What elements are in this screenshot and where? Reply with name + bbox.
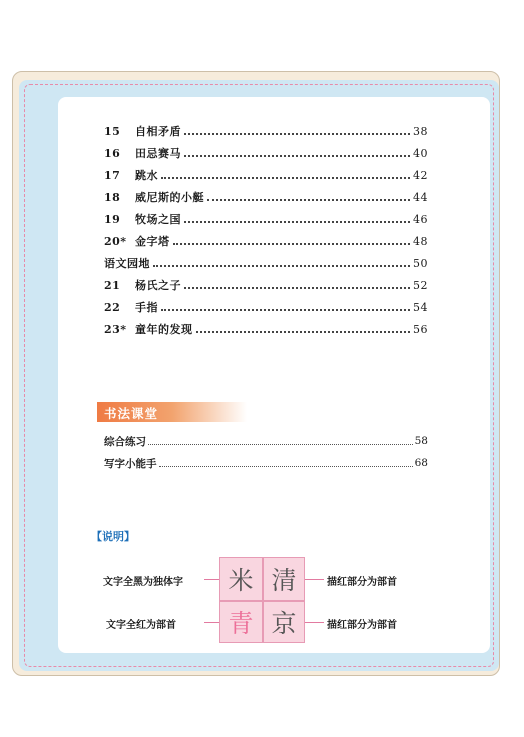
pointer-line — [304, 622, 324, 623]
toc-page: 48 — [413, 234, 428, 248]
toc-title: 跳水 — [135, 169, 158, 182]
char-cell: 清 — [271, 566, 297, 595]
note-title: 【说明】 — [91, 530, 135, 543]
toc-item[interactable] — [104, 232, 428, 250]
legend-right-1: 描红部分为部首 — [327, 577, 397, 588]
leader-dots — [153, 265, 410, 267]
toc-title: 威尼斯的小艇 — [135, 191, 204, 204]
toc-item[interactable] — [104, 166, 428, 184]
leader-dots — [148, 444, 413, 445]
toc-page: 38 — [413, 124, 428, 138]
toc-title: 杨氏之子 — [135, 279, 181, 292]
toc-page: 58 — [414, 435, 428, 447]
legend-left-2: 文字全红为部首 — [106, 620, 176, 631]
leader-dots — [173, 243, 411, 245]
toc-title: 童年的发现 — [135, 323, 193, 336]
calligraphy-banner — [97, 402, 247, 422]
leader-dots — [161, 177, 410, 179]
toc-item[interactable] — [104, 432, 428, 450]
character-grid — [219, 557, 305, 643]
toc-page: 56 — [413, 322, 428, 336]
pointer-line — [304, 579, 324, 580]
leader-dots — [207, 199, 410, 201]
toc-page: 50 — [413, 256, 428, 270]
toc-item[interactable] — [104, 298, 428, 316]
leader-dots — [184, 221, 410, 223]
toc-title: 语文园地 — [104, 257, 150, 270]
toc-item[interactable] — [104, 144, 428, 162]
char-cell: 青 — [228, 609, 254, 638]
toc-title: 田忌赛马 — [135, 147, 181, 160]
toc-title: 写字小能手 — [104, 457, 157, 470]
leader-dots — [161, 309, 410, 311]
toc-number: 17 — [104, 168, 121, 182]
toc-item[interactable] — [104, 122, 428, 140]
toc-item[interactable] — [104, 188, 428, 206]
char-cell: 京 — [271, 609, 297, 638]
toc-title: 手指 — [135, 301, 158, 314]
toc-number: 19 — [104, 212, 121, 226]
toc-number: 21 — [104, 278, 121, 292]
pointer-line — [204, 622, 220, 623]
leader-dots — [196, 331, 411, 333]
toc-number: 18 — [104, 190, 121, 204]
toc-number: 23* — [104, 322, 127, 336]
toc-number: 22 — [104, 300, 121, 314]
pointer-line — [204, 579, 220, 580]
leader-dots — [184, 287, 410, 289]
toc-page: 42 — [413, 168, 428, 182]
leader-dots — [184, 155, 410, 157]
toc-page: 46 — [413, 212, 428, 226]
leader-dots — [184, 133, 410, 135]
toc-page: 68 — [414, 457, 428, 469]
toc-page: 52 — [413, 278, 428, 292]
toc-title: 牧场之国 — [135, 213, 181, 226]
toc-page: 44 — [413, 190, 428, 204]
toc-title: 自相矛盾 — [135, 125, 181, 138]
toc-item[interactable] — [104, 254, 428, 272]
toc-page: 54 — [413, 300, 428, 314]
legend-left-1: 文字全黑为独体字 — [103, 577, 183, 588]
legend-right-2: 描红部分为部首 — [327, 620, 397, 631]
toc-item[interactable] — [104, 276, 428, 294]
toc-number: 20* — [104, 234, 127, 248]
toc-item[interactable] — [104, 210, 428, 228]
banner-label: 书法课堂 — [104, 406, 159, 421]
toc-title: 金字塔 — [135, 235, 170, 248]
toc-item[interactable] — [104, 454, 428, 472]
char-cell: 米 — [228, 566, 254, 595]
leader-dots — [159, 466, 413, 467]
toc-number: 15 — [104, 124, 121, 138]
toc-title: 综合练习 — [104, 435, 146, 448]
toc-page: 40 — [413, 146, 428, 160]
toc-item[interactable] — [104, 320, 428, 338]
toc-number: 16 — [104, 146, 121, 160]
